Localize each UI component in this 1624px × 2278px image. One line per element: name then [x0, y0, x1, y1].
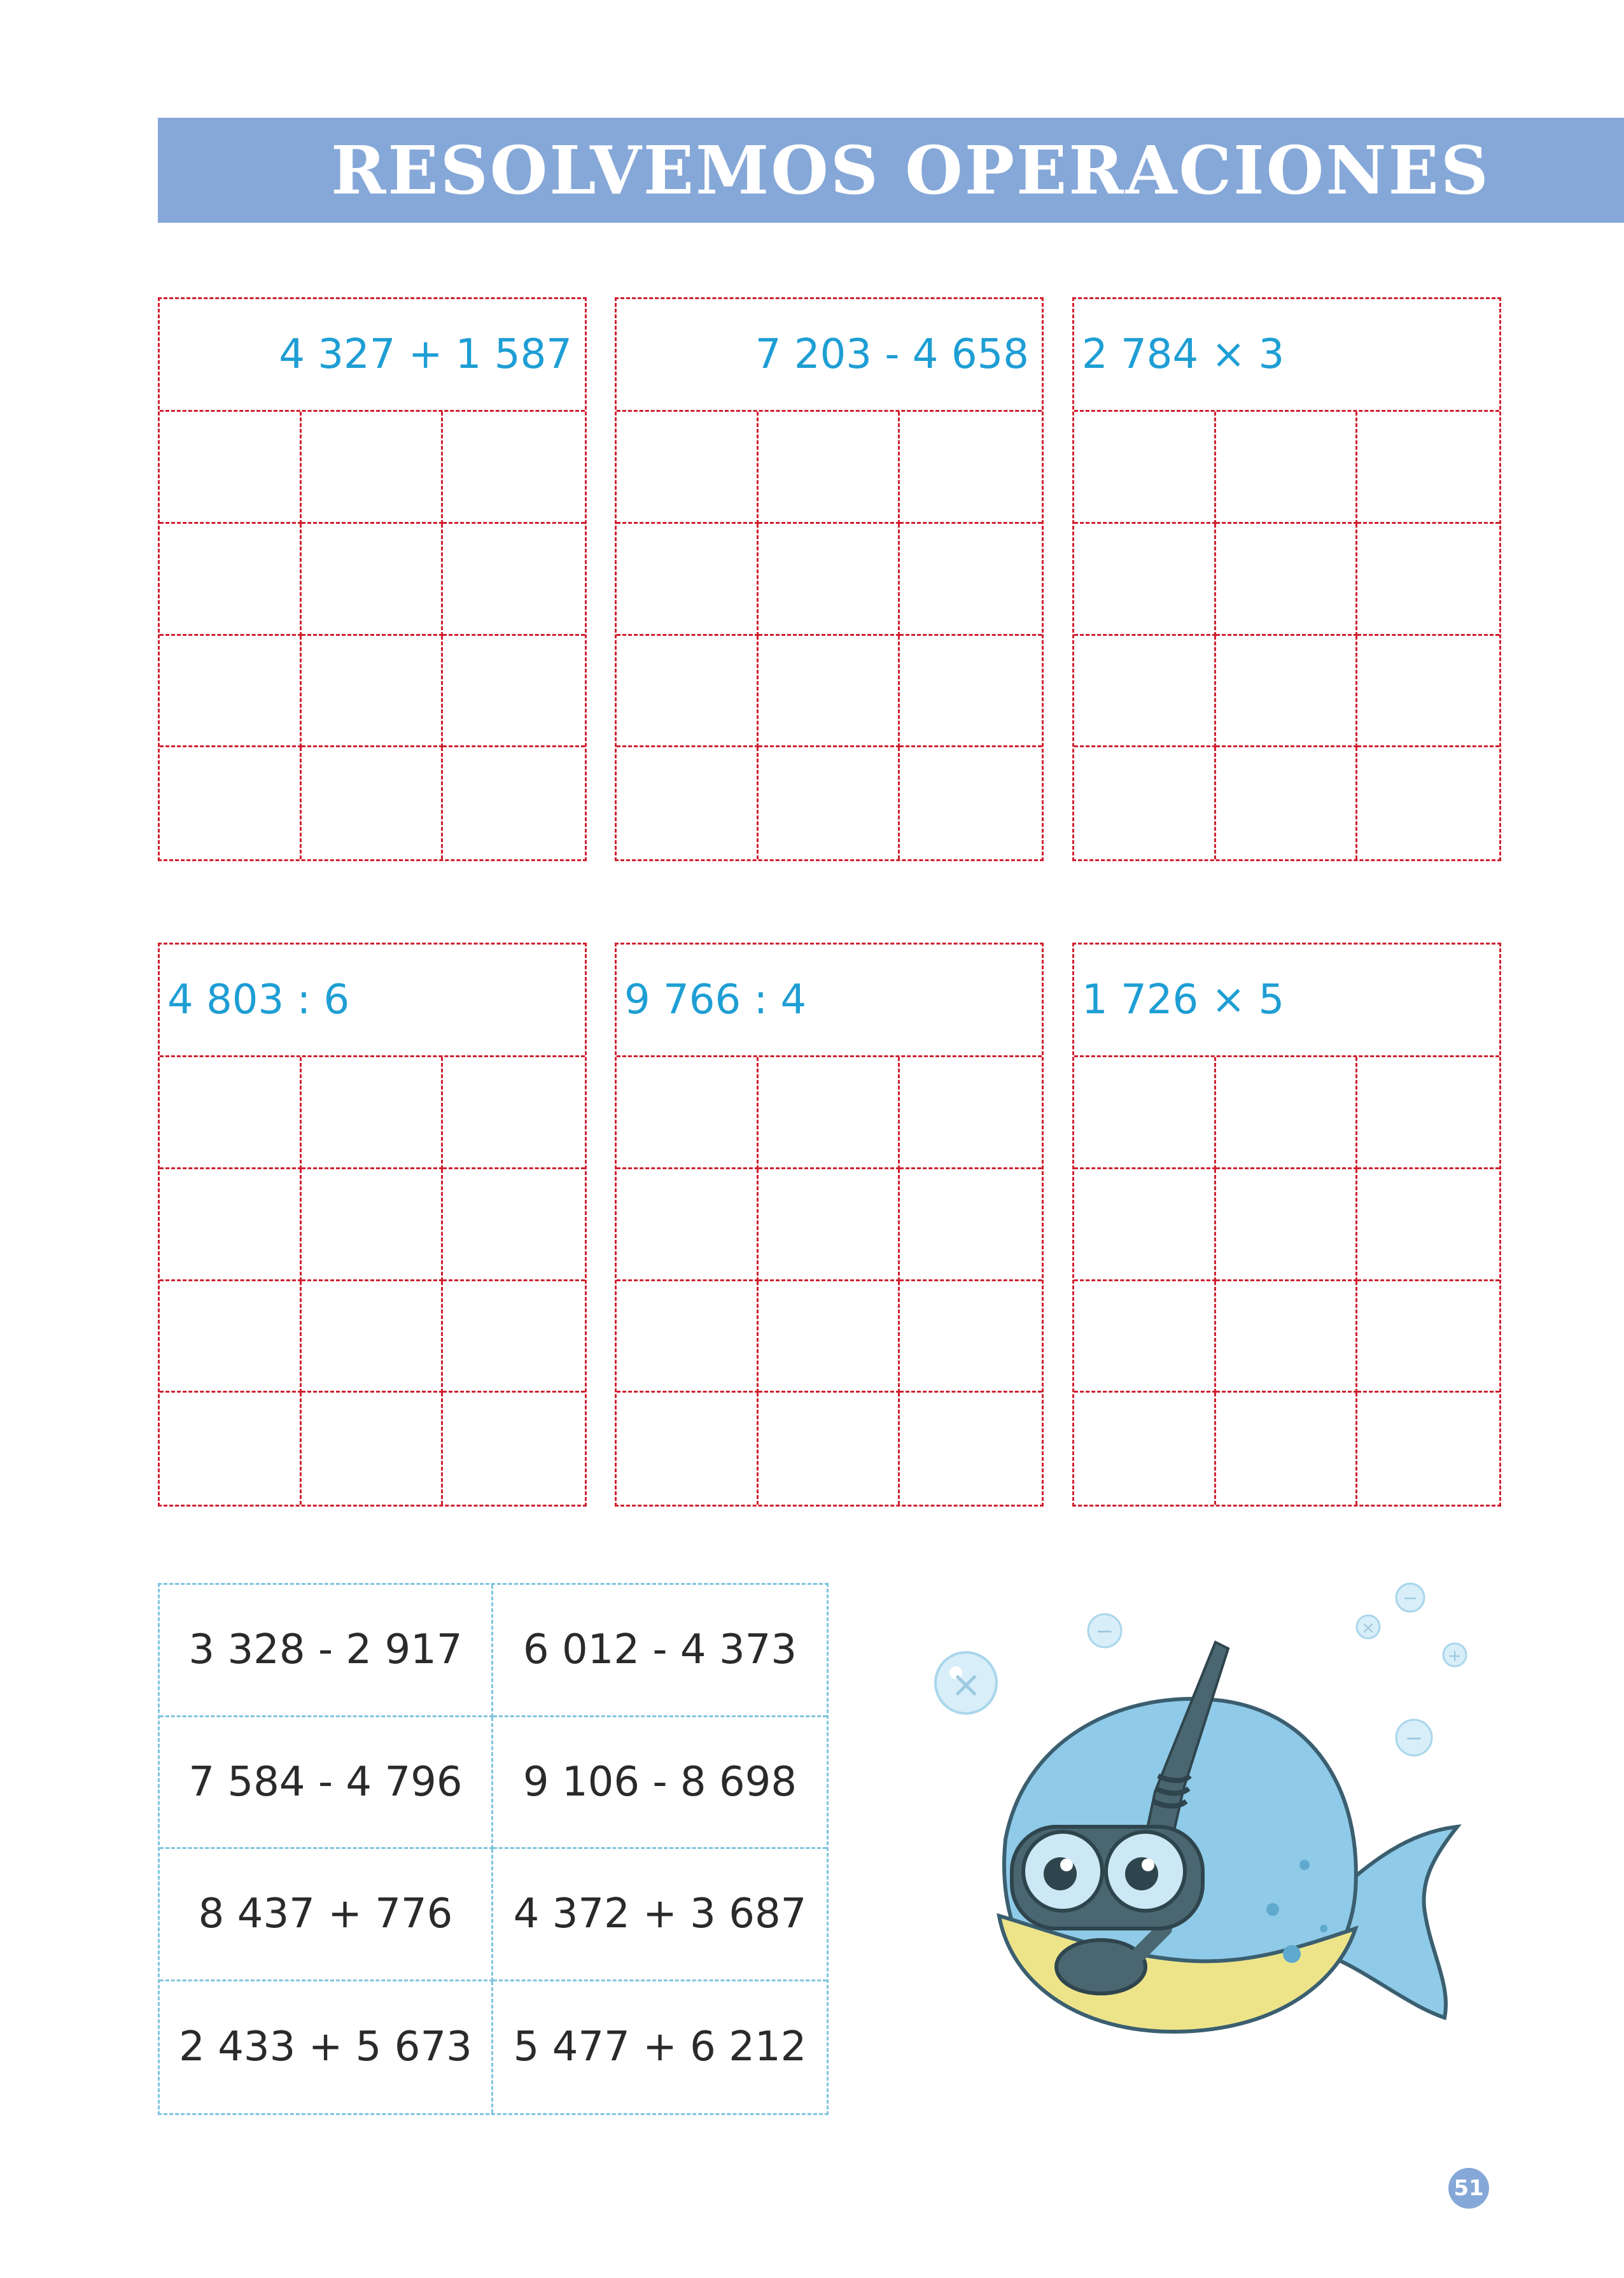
answer-cell — [900, 1393, 1042, 1505]
page-title: RESOLVEMOS OPERACIONES — [331, 131, 1490, 209]
answer-cell — [617, 1057, 759, 1169]
answer-cell — [302, 747, 444, 859]
operation-header — [1074, 299, 1499, 412]
answer-cell — [1074, 1393, 1216, 1505]
answer-cell — [443, 1393, 585, 1505]
operation-label: 4 327 + 1 587 — [279, 331, 572, 378]
answer-cell — [443, 1057, 585, 1169]
answer-cell — [1357, 1169, 1499, 1281]
operation-header — [160, 299, 585, 412]
table-cell: 7 584 - 4 796 — [160, 1717, 493, 1850]
answer-cell — [160, 747, 302, 859]
answer-cell — [759, 636, 900, 748]
svg-text:−: − — [1095, 1619, 1114, 1644]
answer-cell — [1357, 524, 1499, 636]
answer-cell — [1357, 636, 1499, 748]
answer-cell — [900, 747, 1042, 859]
table-cell: 9 106 - 8 698 — [493, 1717, 827, 1850]
operation-box-6 — [1072, 943, 1501, 1507]
answer-cell — [1216, 1169, 1358, 1281]
answer-cell — [1216, 1057, 1358, 1169]
answer-cell — [1357, 412, 1499, 524]
operation-box-2 — [615, 297, 1044, 861]
answer-cell — [302, 1057, 444, 1169]
svg-text:×: × — [950, 1663, 982, 1706]
answer-cell — [1357, 1281, 1499, 1393]
answer-cell — [302, 1169, 444, 1281]
bubble-icon — [1396, 1584, 1424, 1612]
table-cell: 4 372 + 3 687 — [493, 1849, 827, 1981]
svg-text:−: − — [1404, 1726, 1424, 1751]
answer-grid — [1074, 412, 1499, 859]
answer-cell — [759, 1057, 900, 1169]
answer-cell — [759, 1281, 900, 1393]
answer-cell — [1074, 1281, 1216, 1393]
bubble-icon — [1396, 1720, 1432, 1755]
table-cell: 2 433 + 5 673 — [160, 1981, 493, 2114]
operation-box-5 — [615, 943, 1044, 1507]
answer-cell — [617, 1169, 759, 1281]
answer-cell — [617, 747, 759, 859]
snorkel-fish-illustration — [916, 1572, 1489, 2081]
answer-cell — [617, 524, 759, 636]
operation-label: 4 803 : 6 — [167, 976, 350, 1023]
operations-table — [158, 1583, 829, 2115]
answer-cell — [160, 636, 302, 748]
answer-cell — [1216, 636, 1358, 748]
table-cell: 6 012 - 4 373 — [493, 1585, 827, 1717]
answer-cell — [443, 636, 585, 748]
operation-label: 7 203 - 4 658 — [755, 331, 1029, 378]
operation-header — [617, 945, 1042, 1057]
operation-box-1 — [158, 297, 587, 861]
answer-cell — [160, 524, 302, 636]
page-number: 51 — [1448, 2168, 1489, 2209]
answer-cell — [160, 412, 302, 524]
answer-cell — [1357, 1393, 1499, 1505]
operation-label: 1 726 × 5 — [1082, 976, 1285, 1023]
answer-cell — [617, 1393, 759, 1505]
mouthpiece — [1056, 1940, 1145, 1993]
answer-cell — [1074, 747, 1216, 859]
answer-cell — [759, 412, 900, 524]
answer-cell — [443, 412, 585, 524]
bubble-icon — [1443, 1643, 1466, 1666]
answer-cell — [302, 1281, 444, 1393]
answer-cell — [160, 1281, 302, 1393]
answer-cell — [759, 1393, 900, 1505]
answer-cell — [900, 636, 1042, 748]
answer-cell — [759, 1169, 900, 1281]
bubble-icon — [935, 1652, 997, 1713]
answer-cell — [1216, 747, 1358, 859]
answer-cell — [1216, 524, 1358, 636]
answer-cell — [900, 1057, 1042, 1169]
answer-cell — [443, 1281, 585, 1393]
answer-cell — [617, 412, 759, 524]
answer-cell — [302, 412, 444, 524]
answer-grid — [160, 412, 585, 859]
answer-cell — [1074, 1057, 1216, 1169]
answer-cell — [617, 1281, 759, 1393]
answer-cell — [160, 1393, 302, 1505]
answer-cell — [1074, 636, 1216, 748]
answer-grid — [617, 412, 1042, 859]
goggles-icon — [1012, 1827, 1203, 1929]
operation-box-3 — [1072, 297, 1501, 861]
svg-text:+: + — [1448, 1647, 1462, 1666]
answer-cell — [1216, 1393, 1358, 1505]
answer-cell — [1216, 1281, 1358, 1393]
answer-cell — [900, 1169, 1042, 1281]
svg-text:−: − — [1403, 1587, 1418, 1608]
answer-cell — [759, 747, 900, 859]
answer-cell — [900, 524, 1042, 636]
bubble-icon — [1088, 1614, 1121, 1647]
operation-label: 9 766 : 4 — [624, 976, 807, 1023]
answer-cell — [160, 1057, 302, 1169]
answer-grid — [160, 1057, 585, 1505]
bubble-icon — [1357, 1615, 1380, 1638]
answer-cell — [1216, 412, 1358, 524]
answer-cell — [443, 1169, 585, 1281]
answer-cell — [302, 524, 444, 636]
operation-label: 2 784 × 3 — [1082, 331, 1285, 378]
answer-cell — [900, 1281, 1042, 1393]
answer-cell — [443, 524, 585, 636]
operation-header — [617, 299, 1042, 412]
answer-cell — [1074, 524, 1216, 636]
operation-header — [160, 945, 585, 1057]
answer-cell — [617, 636, 759, 748]
table-cell: 8 437 + 776 — [160, 1849, 493, 1981]
answer-cell — [1357, 1057, 1499, 1169]
answer-grid — [1074, 1057, 1499, 1505]
table-cell: 3 328 - 2 917 — [160, 1585, 493, 1717]
answer-cell — [302, 636, 444, 748]
answer-cell — [759, 524, 900, 636]
answer-cell — [1074, 412, 1216, 524]
answer-cell — [900, 412, 1042, 524]
answer-cell — [443, 747, 585, 859]
operation-box-4 — [158, 943, 587, 1507]
answer-cell — [160, 1169, 302, 1281]
table-cell: 5 477 + 6 212 — [513, 2023, 807, 2071]
answer-cell — [1357, 747, 1499, 859]
answer-cell — [302, 1393, 444, 1505]
operation-header — [1074, 945, 1499, 1057]
answer-cell — [1074, 1169, 1216, 1281]
answer-grid — [617, 1057, 1042, 1505]
svg-text:×: × — [1361, 1619, 1375, 1638]
